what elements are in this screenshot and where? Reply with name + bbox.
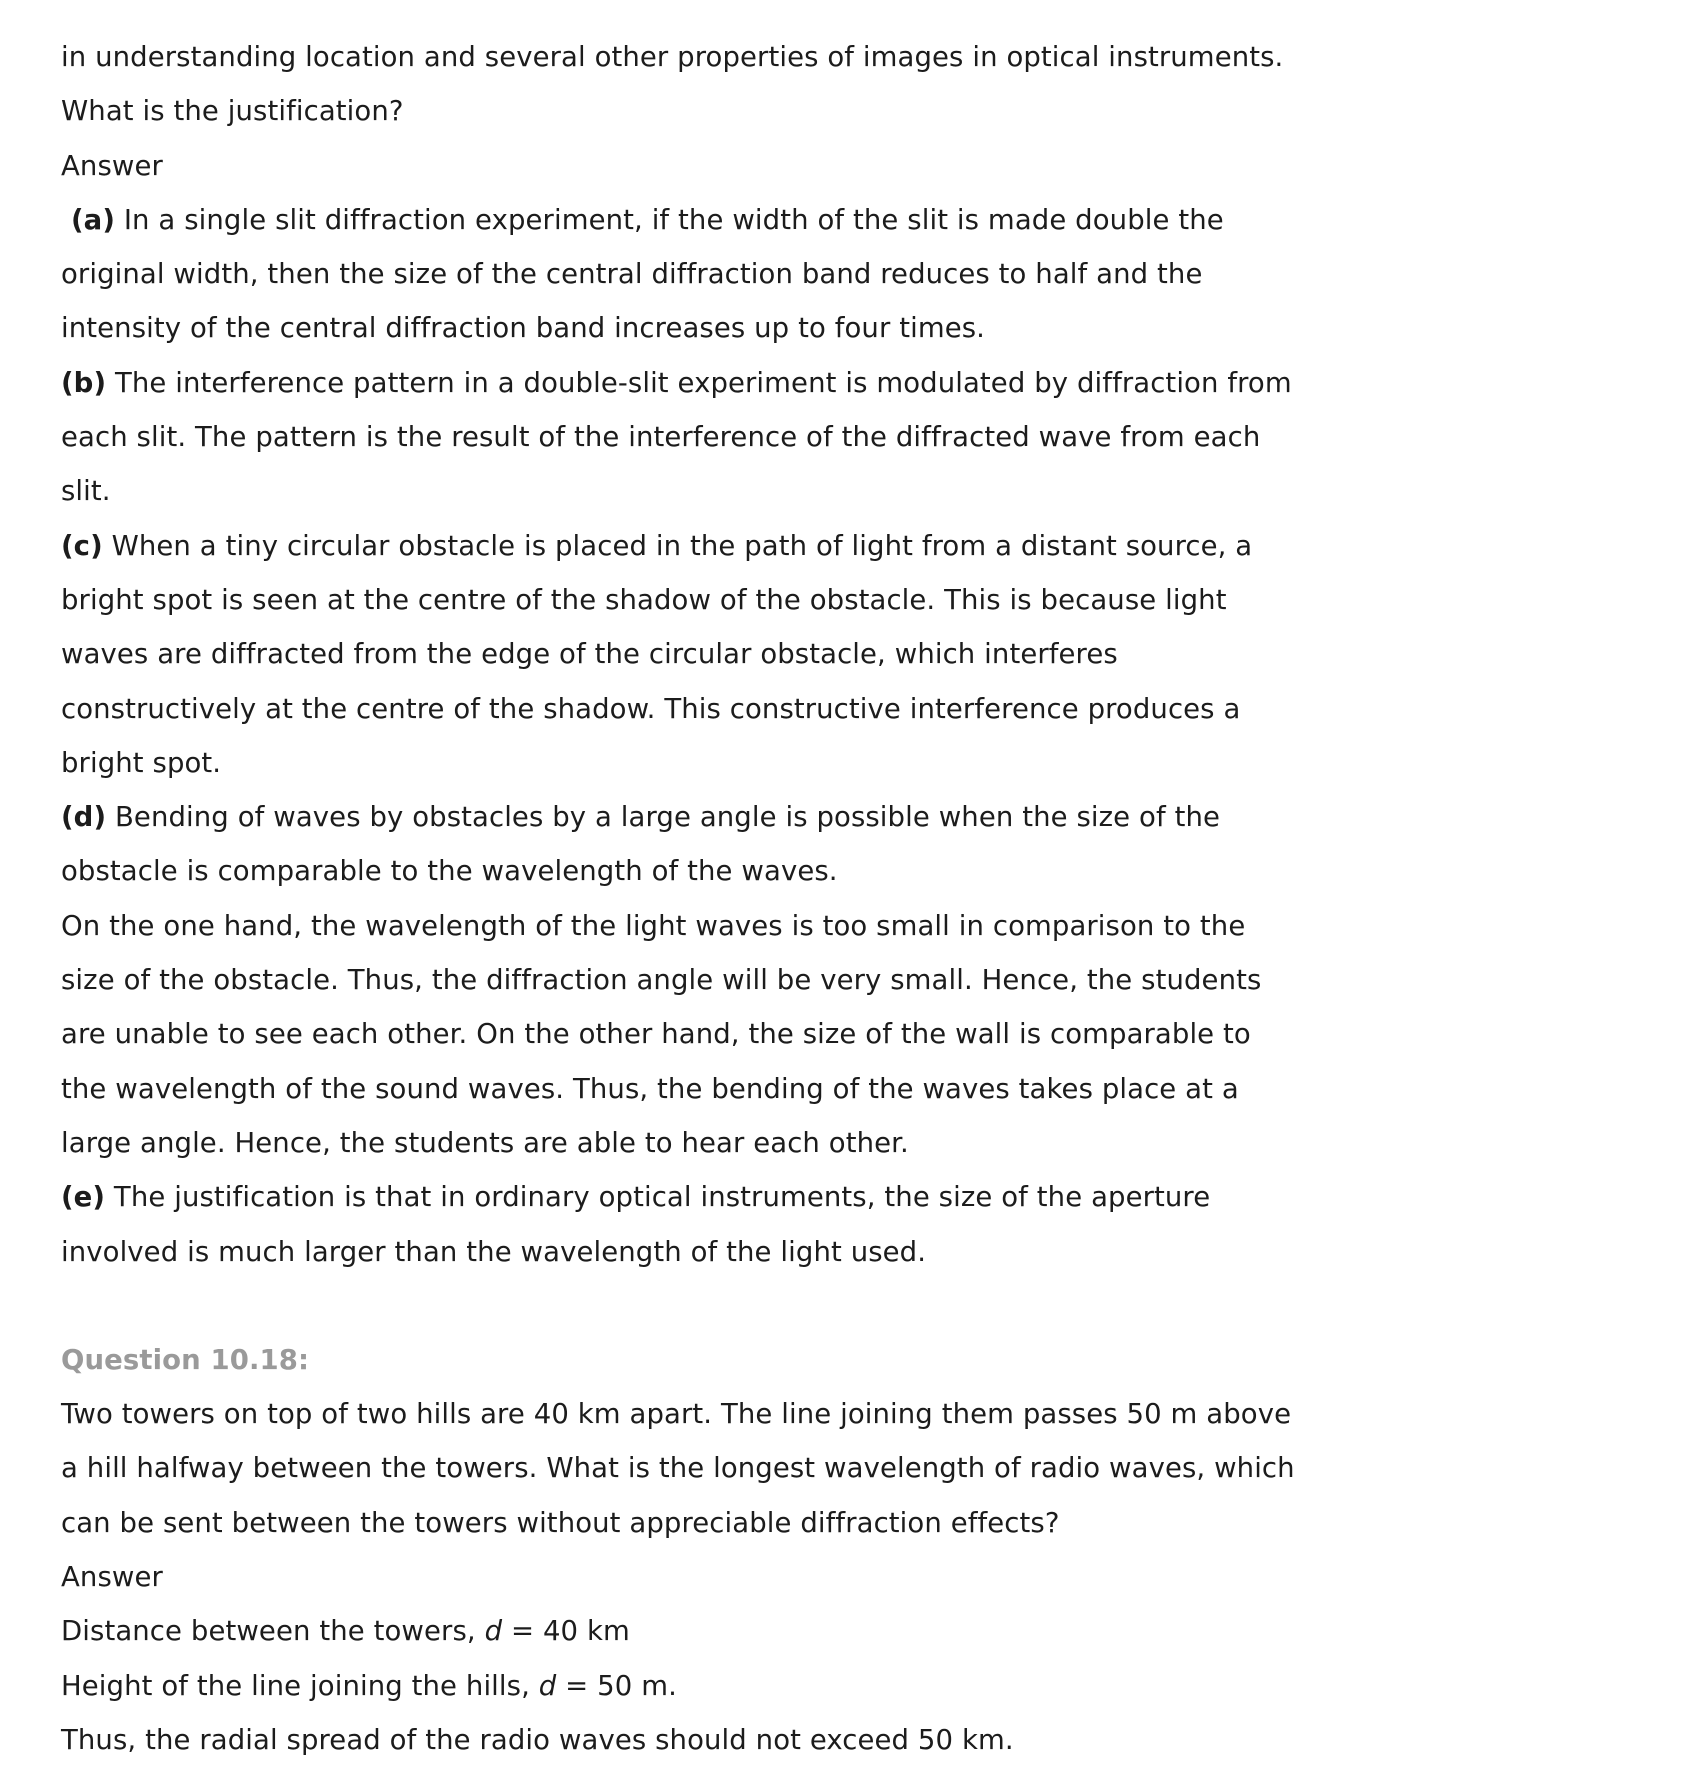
answer-d-cont-2: size of the obstacle. Thus, the diffraction angle will be very small. Hence, the students: [61, 964, 1262, 997]
answer-c-label: (c): [61, 529, 103, 562]
answer-height-line: [61, 1659, 1441, 1713]
answer-d-cont-1: On the one hand, the wavelength of the light waves is too small in comparison to the: [61, 909, 1246, 942]
answer-e-label: (e): [61, 1181, 106, 1214]
intro-line-2: What is the justification?: [61, 95, 404, 128]
height-variable: d: [538, 1669, 557, 1702]
answer-e-text: The justification is that in ordinary optical instruments, the size of the aperture: [105, 1181, 1211, 1214]
answer-a-line-3: intensity of the central diffraction band increases up to four times.: [61, 312, 986, 345]
answer-c-line-3: waves are diffracted from the edge of the circular obstacle, which interferes: [61, 638, 1118, 671]
answer-c-line-5: bright spot.: [61, 746, 222, 779]
question-line-2: a hill halfway between the towers. What is the longest wavelength of radio waves, which: [61, 1452, 1295, 1485]
answer-e-line-1: [61, 1170, 1441, 1224]
answer-c-text: When a tiny circular obstacle is placed in the path of light from a distant source, a: [102, 529, 1253, 562]
answer-d-cont-3: are unable to see each other. On the other hand, the size of the wall is comparable to: [61, 1018, 1251, 1051]
height-prefix: Height of the line joining the hills,: [61, 1669, 539, 1702]
answer-e-line-2: involved is much larger than the wavelength of the light used.: [61, 1235, 927, 1268]
answer-a-line-2: original width, then the size of the central diffraction band reduces to half and the: [61, 258, 1203, 291]
answer-d-cont-5: large angle. Hence, the students are able to hear each other.: [61, 1126, 909, 1159]
answer-c-line-1: [61, 519, 1441, 573]
question-answer-heading: Answer: [61, 1561, 163, 1594]
answer-heading: Answer: [61, 149, 163, 182]
answer-a-label: (a): [71, 203, 115, 236]
answer-d-line-1: [61, 790, 1441, 844]
answer-d-cont-4: the wavelength of the sound waves. Thus, the bending of the waves takes place at a: [61, 1072, 1239, 1105]
answer-d-label: (d): [61, 801, 107, 834]
answer-a-line-1: [61, 193, 1441, 247]
answer-b-line-3: slit.: [61, 475, 111, 508]
answer-conclusion-line: Thus, the radial spread of the radio waves should not exceed 50 km.: [61, 1723, 1014, 1756]
answer-b-line-2: each slit. The pattern is the result of the interference of the diffracted wave from each: [61, 421, 1261, 454]
answer-a-text: In a single slit diffraction experiment, if the width of the slit is made double the: [115, 203, 1224, 236]
distance-variable: d: [484, 1615, 503, 1648]
distance-value: = 40 km: [502, 1615, 630, 1648]
section-gap: [61, 1279, 1441, 1333]
distance-prefix: Distance between the towers,: [61, 1615, 485, 1648]
question-heading: Question 10.18:: [61, 1343, 310, 1376]
intro-line-1: in understanding location and several other properties of images in optical instruments.: [61, 41, 1284, 73]
height-value: = 50 m.: [556, 1669, 677, 1702]
document-page: [61, 30, 1441, 1767]
question-line-1: Two towers on top of two hills are 40 km apart. The line joining them passes 50 m above: [61, 1398, 1292, 1431]
answer-b-label: (b): [61, 366, 107, 399]
answer-b-line-1: [61, 356, 1441, 410]
answer-c-line-4: constructively at the centre of the shadow. This constructive interference produces a: [61, 692, 1241, 725]
answer-distance-line: [61, 1604, 1441, 1658]
question-line-3: can be sent between the towers without appreciable diffraction effects?: [61, 1506, 1060, 1539]
answer-d-text: Bending of waves by obstacles by a large angle is possible when the size of the: [106, 801, 1221, 834]
answer-d-line-2: obstacle is comparable to the wavelength of the waves.: [61, 855, 838, 888]
answer-c-line-2: bright spot is seen at the centre of the shadow of the obstacle. This is because light: [61, 583, 1227, 616]
answer-b-text: The interference pattern in a double-slit experiment is modulated by diffraction from: [106, 366, 1292, 399]
